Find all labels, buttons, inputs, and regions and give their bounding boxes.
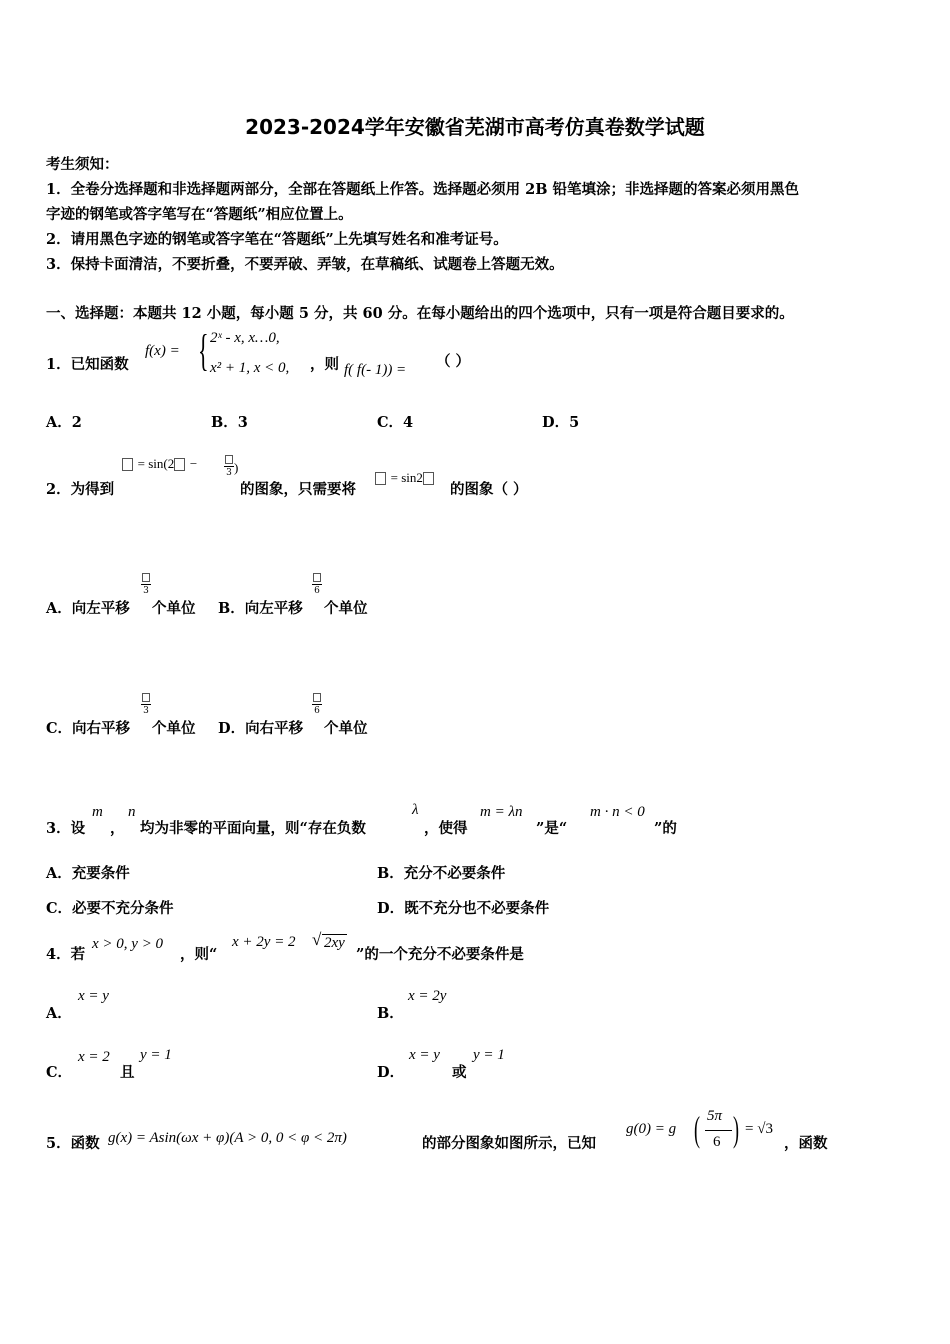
q4-prefix: 4．若 (46, 946, 86, 963)
q4-sqrt-sign: √ (312, 930, 322, 949)
q4-option-c-mid: 且 (120, 1064, 135, 1081)
q2-prefix: 2．为得到 (46, 481, 115, 498)
q5-g0: g(0) = g (626, 1121, 677, 1137)
q3-text-3: ”是“ (536, 820, 568, 837)
missing-glyph-icon (142, 573, 150, 582)
notice-item-1-cont: 字迹的钢笔或答字笔写在“答题纸”相应位置上。 (46, 206, 353, 223)
q5-rhs: = √3 (745, 1121, 773, 1137)
q5-paren-right: ) (733, 1109, 739, 1149)
q3-ineq: m · n < 0 (590, 804, 645, 820)
q4-sqrt-arg: 2xy (324, 935, 345, 951)
page-title: 2023-2024学年安徽省芜湖市高考仿真卷数学试题 (245, 115, 705, 139)
q3-eq: m = λn (480, 804, 523, 820)
q2-option-a-frac: 3 (141, 573, 151, 596)
q5-paren-left: ( (694, 1109, 700, 1149)
q4-text-2: ”的一个充分不必要条件是 (356, 946, 524, 963)
q2-expr1-frac: 3 (224, 455, 234, 478)
missing-glyph-icon (313, 693, 321, 702)
missing-glyph-icon (174, 458, 185, 471)
q1-option-c: C．4 (377, 414, 414, 431)
q4-option-a: A． (46, 1005, 72, 1022)
q1-expr: f( f(- 1)) = (344, 362, 407, 378)
q1-brace: { (198, 326, 209, 375)
q2-suffix: 的图象（ ） (450, 481, 528, 498)
q5-text-1: 的部分图象如图所示，已知 (422, 1135, 596, 1152)
q4-option-a-expr: x = y (78, 988, 109, 1004)
q3-option-c: C．必要不充分条件 (46, 900, 174, 917)
q4-option-d: D． (377, 1064, 405, 1081)
q2-option-d: D．向右平移 (218, 720, 304, 737)
q3-m: m (92, 804, 103, 820)
q2-option-a-post: 个单位 (152, 600, 196, 617)
q1-case-2: x² + 1, x < 0, (210, 360, 290, 376)
q5-text-2: ，函数 (784, 1135, 828, 1152)
q2-option-d-post: 个单位 (324, 720, 368, 737)
q2-expr1-close: ) (234, 460, 239, 475)
q5-frac-den: 6 (713, 1134, 721, 1150)
q4-option-d-expr2: y = 1 (473, 1047, 505, 1063)
missing-glyph-icon (225, 455, 233, 464)
q5-expr: g(x) = Asin(ωx + φ)(A > 0, 0 < φ < 2π) (108, 1130, 347, 1146)
section-heading: 一、选择题：本题共 12 小题，每小题 5 分，共 60 分。在每小题给出的四个选项中，只有一项是符合题目要求的。 (46, 305, 794, 322)
q2-option-d-frac: 6 (312, 693, 322, 716)
q2-mid: 的图象，只需要将 (240, 481, 356, 498)
q2-expr1: = sin(2 − (122, 456, 197, 472)
q3-option-b: B．充分不必要条件 (377, 865, 506, 882)
missing-glyph-icon (375, 472, 386, 485)
q5-frac-bar (705, 1130, 732, 1131)
q3-n: n (128, 804, 136, 820)
q1-fx: f(x) = (145, 343, 180, 359)
q1-option-b: B．3 (211, 414, 248, 431)
notice-heading: 考生须知： (46, 156, 119, 173)
q2-option-b: B．向左平移 (218, 600, 303, 617)
q3-lambda: λ (412, 802, 419, 818)
q2-option-b-frac: 6 (312, 573, 322, 596)
q4-text-1: ，则“ (180, 946, 218, 963)
q4-option-d-expr1: x = y (409, 1047, 440, 1063)
q4-option-c-expr2: y = 1 (140, 1047, 172, 1063)
q4-option-d-mid: 或 (452, 1064, 467, 1081)
q4-option-b: B． (377, 1005, 404, 1022)
notice-item-3: 3．保持卡面清洁，不要折叠，不要弄破、弄皱，在草稿纸、试题卷上答题无效。 (46, 256, 564, 273)
missing-glyph-icon (122, 458, 133, 471)
q3-text-2: ，使得 (424, 820, 468, 837)
missing-glyph-icon (142, 693, 150, 702)
q3-prefix: 3．设 (46, 820, 86, 837)
q3-option-a: A．充要条件 (46, 865, 130, 882)
q1-case-1: 2ˣ - x, x…0, (210, 330, 280, 346)
q3-comma: ， (110, 820, 125, 837)
q1-blank: （ ） (436, 353, 471, 370)
q2-option-c-post: 个单位 (152, 720, 196, 737)
q3-text-4: ”的 (654, 820, 677, 837)
missing-glyph-icon (313, 573, 321, 582)
q1-option-d: D．5 (542, 414, 580, 431)
q3-option-d: D．既不充分也不必要条件 (377, 900, 550, 917)
q4-option-c-expr1: x = 2 (78, 1049, 110, 1065)
q4-eq: x + 2y = 2 (232, 934, 296, 950)
q2-option-a: A．向左平移 (46, 600, 130, 617)
q4-option-c: C． (46, 1064, 73, 1081)
notice-item-1: 1．全卷分选择题和非选择题两部分，全部在答题纸上作答。选择题必须用 2B 铅笔填涂；非选择题的答案必须用黑色 (46, 181, 800, 198)
q1-mid: ，则 (310, 356, 339, 373)
q3-text-1: 均为非零的平面向量，则“存在负数 (140, 820, 366, 837)
q2-option-b-post: 个单位 (324, 600, 368, 617)
q5-prefix: 5．函数 (46, 1135, 100, 1152)
q1-option-a: A．2 (46, 414, 82, 431)
q2-option-c-frac: 3 (141, 693, 151, 716)
q4-option-b-expr: x = 2y (408, 988, 447, 1004)
q5-frac-num: 5π (707, 1108, 723, 1124)
notice-item-2: 2．请用黑色字迹的钢笔或答字笔在“答题纸”上先填写姓名和准考证号。 (46, 231, 508, 248)
missing-glyph-icon (423, 472, 434, 485)
q4-cond: x > 0, y > 0 (92, 936, 164, 952)
q2-option-c: C．向右平移 (46, 720, 131, 737)
q1-prefix: 1．已知函数 (46, 356, 129, 373)
q2-expr2: = sin2 (375, 470, 434, 486)
